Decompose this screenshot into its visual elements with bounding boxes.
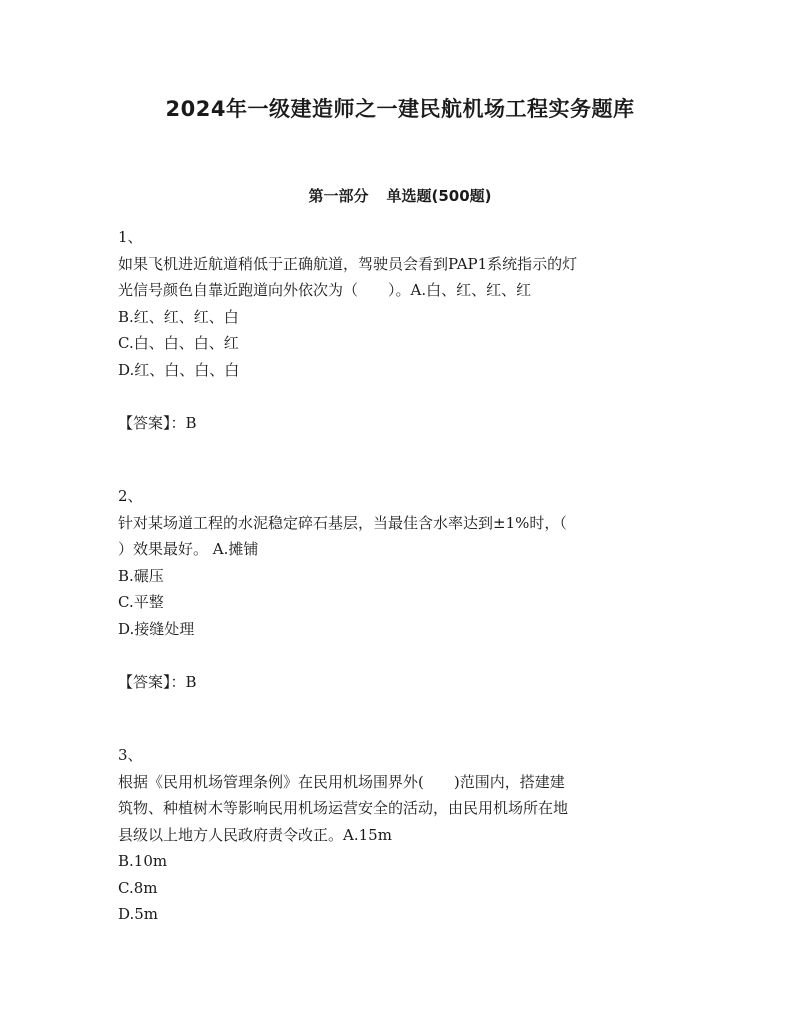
question-number: 3、 bbox=[118, 746, 143, 764]
question-number: 1、 bbox=[118, 228, 143, 246]
question-2 bbox=[118, 483, 678, 696]
option-d: D.接缝处理 bbox=[118, 619, 195, 638]
answer-label: 【答案】：B bbox=[118, 414, 197, 432]
option-b: B.碾压 bbox=[118, 566, 164, 585]
question-stem-line: 根据《民用机场管理条例》在民用机场围界外( )范围内，搭建建 bbox=[118, 772, 565, 791]
option-c: C.白、白、白、红 bbox=[118, 334, 239, 352]
option-d: D.红、白、白、白 bbox=[118, 360, 240, 379]
question-3 bbox=[118, 742, 678, 928]
document-title: 2024年一级建造师之一建民航机场工程实务题库 bbox=[165, 97, 635, 121]
option-c: C.8m bbox=[118, 878, 158, 897]
question-stem-line: 针对某场道工程的水泥稳定碎石基层，当最佳含水率达到±1%时，（ bbox=[118, 513, 567, 532]
question-stem-line: 如果飞机进近航道稍低于正确航道，驾驶员会看到PAP1系统指示的灯 bbox=[118, 254, 578, 273]
answer-label: 【答案】：B bbox=[118, 673, 197, 691]
question-number: 2、 bbox=[118, 487, 143, 505]
option-b: B.10m bbox=[118, 852, 168, 870]
section-heading bbox=[0, 185, 800, 206]
section-part-label: 第一部分 bbox=[308, 187, 369, 205]
option-d: D.5m bbox=[118, 905, 159, 923]
question-stem-line: 筑物、种植树木等影响民用机场运营安全的活动，由民用机场所在地 bbox=[118, 799, 569, 817]
option-b: B.红、红、红、白 bbox=[118, 307, 239, 326]
section-type-label: 单选题(500题) bbox=[386, 187, 492, 205]
question-stem-line: ）效果最好。 A.摊铺 bbox=[118, 540, 259, 558]
option-c: C.平整 bbox=[118, 593, 164, 611]
question-stem-line: 光信号颜色自靠近跑道向外依次为（ ）。A.白、红、红、红 bbox=[118, 281, 532, 299]
question-stem-line: 县级以上地方人民政府责令改正。A.15m bbox=[118, 825, 392, 844]
question-1 bbox=[118, 224, 678, 437]
